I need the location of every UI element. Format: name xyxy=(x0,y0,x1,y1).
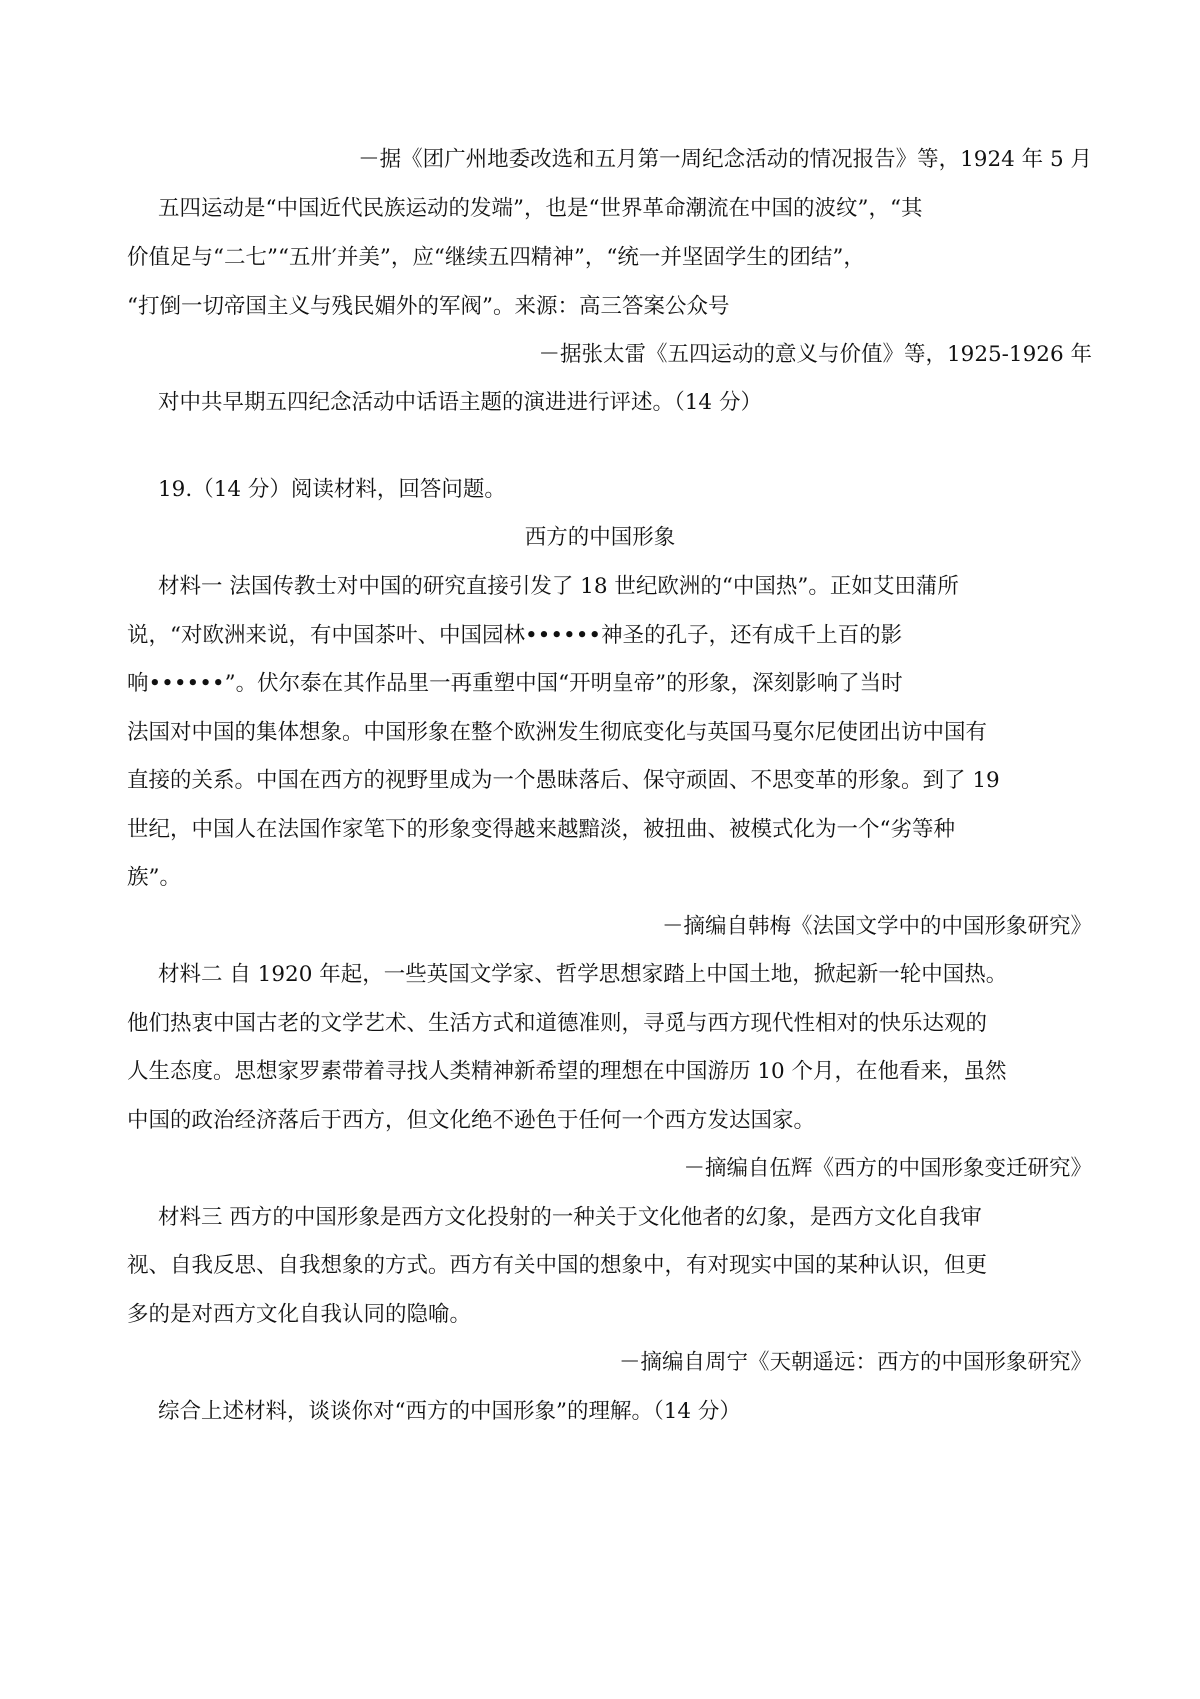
q19-material2-line-2: 他们热衷中国古老的文学艺术、生活方式和道德准则，寻觅与西方现代性相对的快乐达观的 xyxy=(127,1011,988,1036)
q19-material2-line-3: 人生态度。思想家罗素带着寻找人类精神新希望的理想在中国游历 10 个月，在他看来，虽然 xyxy=(127,1059,1007,1084)
q19-material1-line-7: 族”。 xyxy=(127,865,181,890)
q19-material2-line-4: 中国的政治经济落后于西方，但文化绝不逊色于任何一个西方发达国家。 xyxy=(127,1108,816,1133)
q19-heading: 19.（14 分）阅读材料，回答问题。 xyxy=(158,477,506,502)
q19-material1-line-5: 直接的关系。中国在西方的视野里成为一个愚昧落后、保守顽固、不思变革的形象。到了 19 xyxy=(127,768,1000,793)
q19-material3-line-3: 多的是对西方文化自我认同的隐喻。 xyxy=(127,1302,472,1327)
q18-paragraph-line-3: “打倒一切帝国主义与残民媚外的军阀”。来源：高三答案公众号 xyxy=(127,294,730,319)
q18-source-2: －据张太雷《五四运动的意义与价值》等，1925-1926 年 xyxy=(538,342,1092,367)
q19-material2-line-1: 材料二 自 1920 年起，一些英国文学家、哲学思想家踏上中国土地，掀起新一轮中国热。 xyxy=(158,962,1008,987)
q18-paragraph-line-1: 五四运动是“中国近代民族运动的发端”，也是“世界革命潮流在中国的波纹”，“其 xyxy=(158,196,923,221)
q19-material2-source: －摘编自伍辉《西方的中国形象变迁研究》 xyxy=(683,1156,1092,1181)
q18-source-1: －据《团广州地委改选和五月第一周纪念活动的情况报告》等，1924 年 5 月 xyxy=(358,147,1092,172)
q19-question: 综合上述材料，谈谈你对“西方的中国形象”的理解。（14 分） xyxy=(158,1399,741,1424)
q19-material1-line-2: 说，“对欧洲来说，有中国茶叶、中国园林••••••神圣的孔子，还有成千上百的影 xyxy=(127,623,903,648)
q19-material1-line-6: 世纪，中国人在法国作家笔下的形象变得越来越黯淡，被扭曲、被模式化为一个“劣等种 xyxy=(127,817,955,842)
q19-material3-source: －摘编自周宁《天朝遥远：西方的中国形象研究》 xyxy=(618,1350,1092,1375)
q18-paragraph-line-2: 价值足与“二七”“五卅′并美”，应“继续五四精神”，“统一并坚固学生的团结”， xyxy=(127,245,865,270)
q19-material1-line-3: 响••••••”。伏尔泰在其作品里一再重塑中国“开明皇帝”的形象，深刻影响了当时 xyxy=(127,671,903,696)
q19-material1-line-1: 材料一 法国传教士对中国的研究直接引发了 18 世纪欧洲的“中国热”。正如艾田蒲所 xyxy=(158,574,959,599)
q19-material1-source: －摘编自韩梅《法国文学中的中国形象研究》 xyxy=(661,914,1092,939)
q19-material3-line-1: 材料三 西方的中国形象是西方文化投射的一种关于文化他者的幻象，是西方文化自我审 xyxy=(158,1205,982,1230)
q19-title: 西方的中国形象 xyxy=(524,525,676,550)
q19-material3-line-2: 视、自我反思、自我想象的方式。西方有关中国的想象中，有对现实中国的某种认识，但更 xyxy=(127,1253,988,1278)
q18-question: 对中共早期五四纪念活动中话语主题的演进进行评述。（14 分） xyxy=(158,390,762,415)
q19-material1-line-4: 法国对中国的集体想象。中国形象在整个欧洲发生彻底变化与英国马戛尔尼使团出访中国有 xyxy=(127,720,988,745)
